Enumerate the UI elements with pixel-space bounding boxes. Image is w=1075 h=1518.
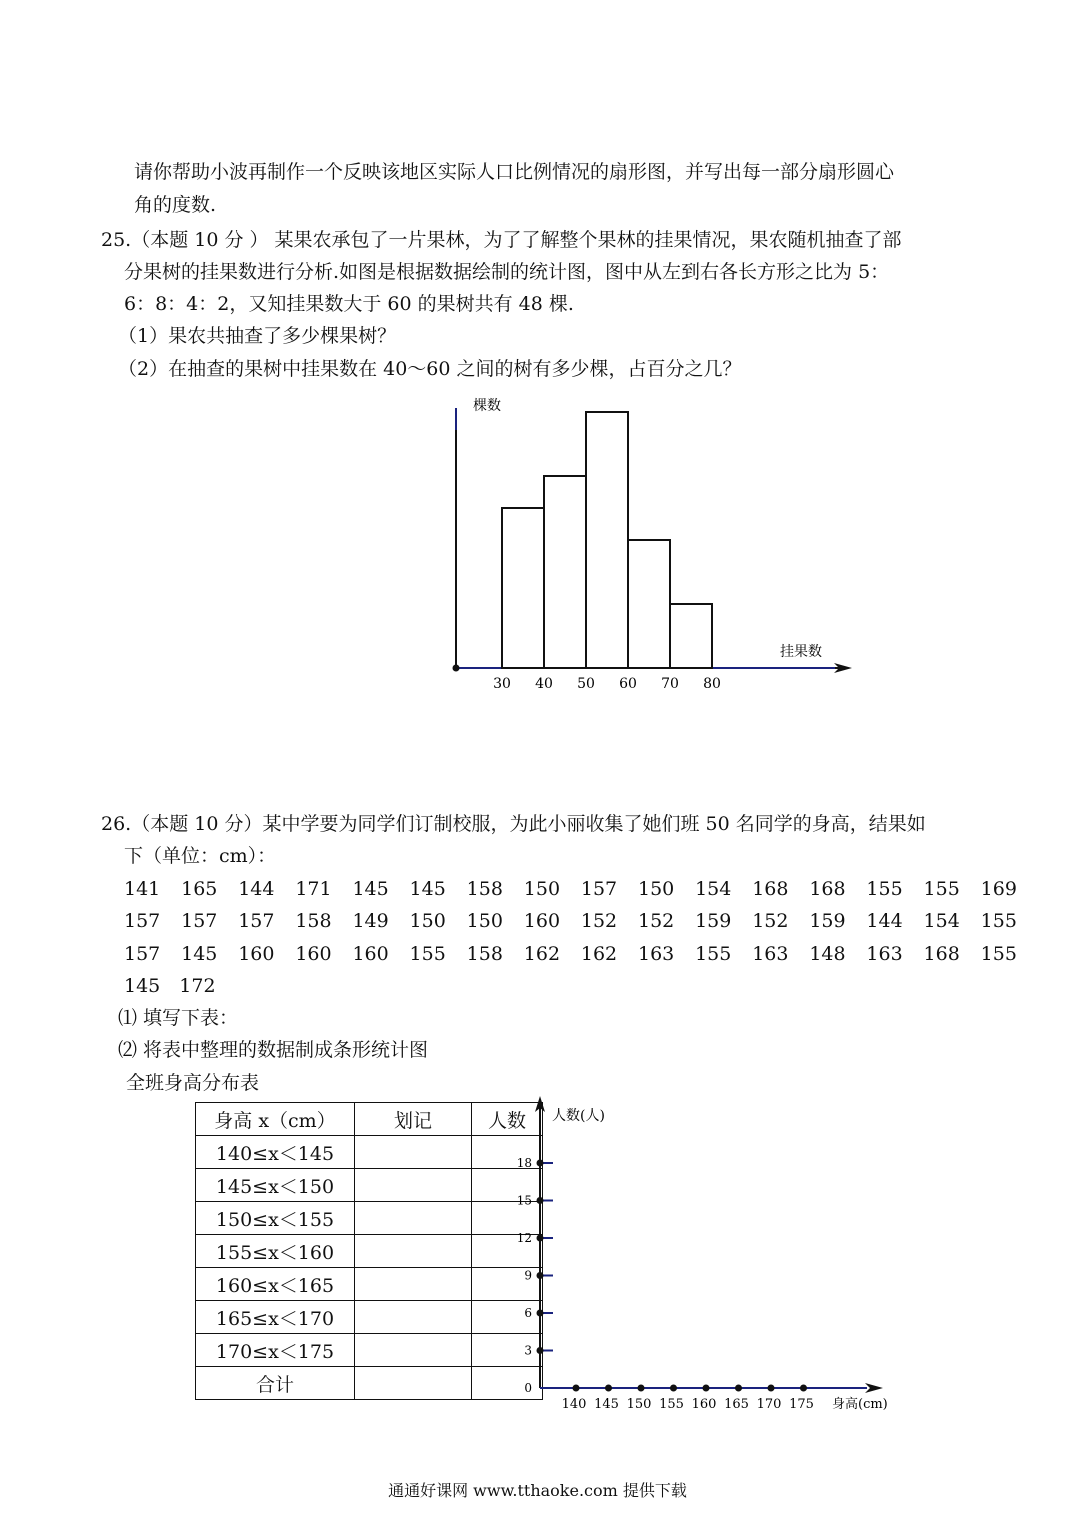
range-cell: 155≤x＜160	[196, 1235, 355, 1268]
height-distribution-table	[195, 1102, 543, 1400]
height-value: 152	[637, 910, 675, 932]
tally-cell[interactable]	[355, 1367, 472, 1400]
height-value: 163	[752, 943, 789, 965]
bar-y-tick-label: 0	[524, 1381, 532, 1395]
height-value: 145	[124, 975, 161, 997]
table-row	[196, 1202, 543, 1235]
bar-x-tick-label: 140	[561, 1397, 587, 1412]
height-value: 155	[923, 878, 960, 900]
height-data-row-2	[124, 908, 1017, 934]
bar-x-tick-dot	[735, 1385, 742, 1392]
height-value: 157	[238, 910, 275, 932]
height-value: 169	[980, 878, 1017, 900]
bar-x-tick-dot	[573, 1385, 580, 1392]
bar-y-tick-label: 9	[524, 1268, 532, 1283]
hist-x-tick-label: 80	[703, 676, 721, 692]
height-value: 148	[809, 943, 846, 965]
bar-x-tick-label: 175	[789, 1397, 814, 1412]
height-value: 155	[409, 943, 446, 965]
range-cell: 140≤x＜145	[196, 1136, 355, 1169]
height-value: 162	[580, 943, 618, 965]
height-value: 141	[124, 878, 161, 900]
height-value: 145	[181, 943, 218, 965]
q26-line-2: 下（单位：cm）：	[124, 845, 277, 867]
height-value: 157	[124, 943, 161, 965]
height-value: 155	[980, 910, 1017, 932]
height-value: 152	[580, 910, 618, 932]
bar-x-tick-label: 170	[756, 1397, 782, 1412]
bar-x-tick-label: 165	[724, 1397, 749, 1412]
bar-y-tick-dot	[537, 1160, 544, 1167]
tally-cell[interactable]	[355, 1268, 472, 1301]
height-value: 159	[695, 910, 732, 932]
q26-line-1: 26.（本题 10 分）某中学要为同学们订制校服，为此小丽收集了她们班 50 名同学的身高，结果如	[101, 813, 926, 835]
footer-credit: 通通好课网 www.tthaoke.com 提供下载	[388, 1481, 687, 1500]
height-value: 144	[866, 910, 903, 932]
histogram-bar	[628, 540, 670, 668]
hist-x-tick-label: 50	[577, 676, 595, 692]
table-total-row	[196, 1367, 543, 1400]
height-value: 155	[866, 878, 903, 900]
height-value: 165	[181, 878, 218, 900]
bar-y-tick-dot	[537, 1235, 544, 1242]
height-value: 160	[295, 943, 332, 965]
height-value: 168	[752, 878, 789, 900]
intro-line-1: 请你帮助小波再制作一个反映该地区实际人口比例情况的扇形图，并写出每一部分扇形圆心	[134, 161, 895, 183]
bar-x-arrow	[865, 1383, 883, 1393]
bar-y-tick-label: 18	[516, 1156, 532, 1170]
height-value: 160	[238, 943, 275, 965]
height-value: 155	[980, 943, 1017, 965]
height-value: 152	[752, 910, 789, 932]
hist-x-tick-label: 40	[535, 676, 553, 692]
hist-x-tick-label: 70	[661, 676, 679, 692]
bar-y-tick-dot	[537, 1197, 544, 1204]
height-value: 171	[295, 878, 332, 900]
height-bar-chart-axes	[505, 1090, 905, 1420]
height-value: 158	[295, 910, 332, 932]
height-value: 158	[466, 943, 503, 965]
height-value: 157	[181, 910, 218, 932]
height-data-row-3	[124, 941, 1017, 967]
hist-x-tick-label: 30	[493, 676, 511, 692]
hist-y-label: 棵数	[473, 398, 501, 414]
range-cell: 145≤x＜150	[196, 1169, 355, 1202]
height-value: 163	[866, 943, 903, 965]
height-value: 163	[637, 943, 675, 965]
q25-line-2: 分果树的挂果数进行分析.如图是根据数据绘制的统计图，图中从左到右各长方形之比为 5：	[124, 261, 890, 283]
table-row	[196, 1268, 543, 1301]
height-value: 150	[409, 910, 446, 932]
bar-x-tick-label: 145	[594, 1397, 619, 1412]
height-value: 157	[580, 878, 618, 900]
range-cell: 165≤x＜170	[196, 1301, 355, 1334]
height-value: 149	[352, 910, 389, 932]
height-value: 150	[637, 878, 675, 900]
bar-y-tick-dot	[537, 1310, 544, 1317]
q26-task-2: ⑵ 将表中整理的数据制成条形统计图	[118, 1039, 429, 1061]
height-data-row-4	[124, 973, 235, 999]
header-height: 身高 x（cm）	[196, 1103, 355, 1136]
bar-y-tick-label: 12	[516, 1231, 532, 1245]
q25-line-1: 25.（本题 10 分 ） 某果农承包了一片果林，为了了解整个果林的挂果情况，果农随机抽查了部	[101, 229, 902, 251]
bar-y-tick-label: 15	[516, 1193, 532, 1208]
height-value: 160	[352, 943, 389, 965]
bar-y-tick-label: 3	[524, 1343, 532, 1358]
tally-cell[interactable]	[355, 1202, 472, 1235]
height-value: 145	[409, 878, 446, 900]
height-value: 155	[695, 943, 732, 965]
height-value: 160	[523, 910, 561, 932]
histogram-bar	[502, 508, 544, 668]
height-data-row-1	[124, 876, 1017, 902]
height-value: 159	[809, 910, 846, 932]
table-row	[196, 1169, 543, 1202]
bar-y-tick-dot	[537, 1272, 544, 1279]
tally-cell[interactable]	[355, 1235, 472, 1268]
height-value: 162	[523, 943, 561, 965]
range-cell: 160≤x＜165	[196, 1268, 355, 1301]
table-header-row	[196, 1103, 543, 1136]
table-title: 全班身高分布表	[126, 1072, 260, 1094]
q25-part-2: （2）在抽查的果树中挂果数在 40～60 之间的树有多少棵，占百分之几？	[118, 358, 742, 380]
hist-x-tick-label: 60	[619, 676, 637, 692]
height-value: 168	[809, 878, 846, 900]
histogram-bar	[670, 604, 712, 668]
table-row	[196, 1235, 543, 1268]
tally-cell[interactable]	[355, 1334, 472, 1367]
height-value: 154	[923, 910, 960, 932]
bar-y-label: 人数(人)	[552, 1108, 605, 1124]
height-value: 157	[124, 910, 161, 932]
bar-x-tick-label: 155	[659, 1397, 684, 1412]
bar-y-tick-dot	[537, 1347, 544, 1354]
hist-origin-dot	[453, 665, 460, 672]
height-value: 150	[466, 910, 503, 932]
bar-x-tick-dot	[670, 1385, 677, 1392]
height-value: 150	[523, 878, 561, 900]
bar-x-tick-dot	[800, 1385, 807, 1392]
fruit-histogram-chart	[430, 390, 870, 700]
q25-line-3: 6：8：4：2，又知挂果数大于 60 的果树共有 48 棵.	[124, 293, 574, 315]
height-value: 154	[695, 878, 732, 900]
header-count: 人数	[472, 1103, 543, 1136]
height-value: 172	[179, 975, 216, 997]
tally-cell[interactable]	[355, 1136, 472, 1169]
range-cell: 150≤x＜155	[196, 1202, 355, 1235]
table-row	[196, 1301, 543, 1334]
height-value: 145	[352, 878, 389, 900]
hist-x-label: 挂果数	[780, 644, 822, 660]
bar-x-tick-dot	[703, 1385, 710, 1392]
histogram-bar	[586, 412, 628, 668]
range-cell: 170≤x＜175	[196, 1334, 355, 1367]
intro-line-2: 角的度数.	[134, 194, 217, 216]
table-row	[196, 1136, 543, 1169]
tally-cell[interactable]	[355, 1301, 472, 1334]
histogram-bar	[544, 476, 586, 668]
bar-x-tick-dot	[638, 1385, 645, 1392]
height-value: 158	[466, 878, 503, 900]
bar-x-tick-dot	[768, 1385, 775, 1392]
bar-y-tick-label: 6	[524, 1306, 532, 1320]
total-label-cell: 合计	[196, 1367, 355, 1400]
bar-x-tick-dot	[605, 1385, 612, 1392]
tally-cell[interactable]	[355, 1169, 472, 1202]
q26-task-1: ⑴ 填写下表：	[118, 1007, 239, 1029]
table-row	[196, 1334, 543, 1367]
q25-part-1: （1）果农共抽查了多少棵果树？	[118, 325, 397, 347]
height-value: 168	[923, 943, 960, 965]
header-tally: 划记	[355, 1103, 472, 1136]
bar-x-tick-label: 160	[691, 1397, 717, 1412]
height-value: 144	[238, 878, 275, 900]
bar-x-label: 身高(cm)	[832, 1397, 888, 1412]
bar-x-tick-label: 150	[626, 1397, 652, 1412]
